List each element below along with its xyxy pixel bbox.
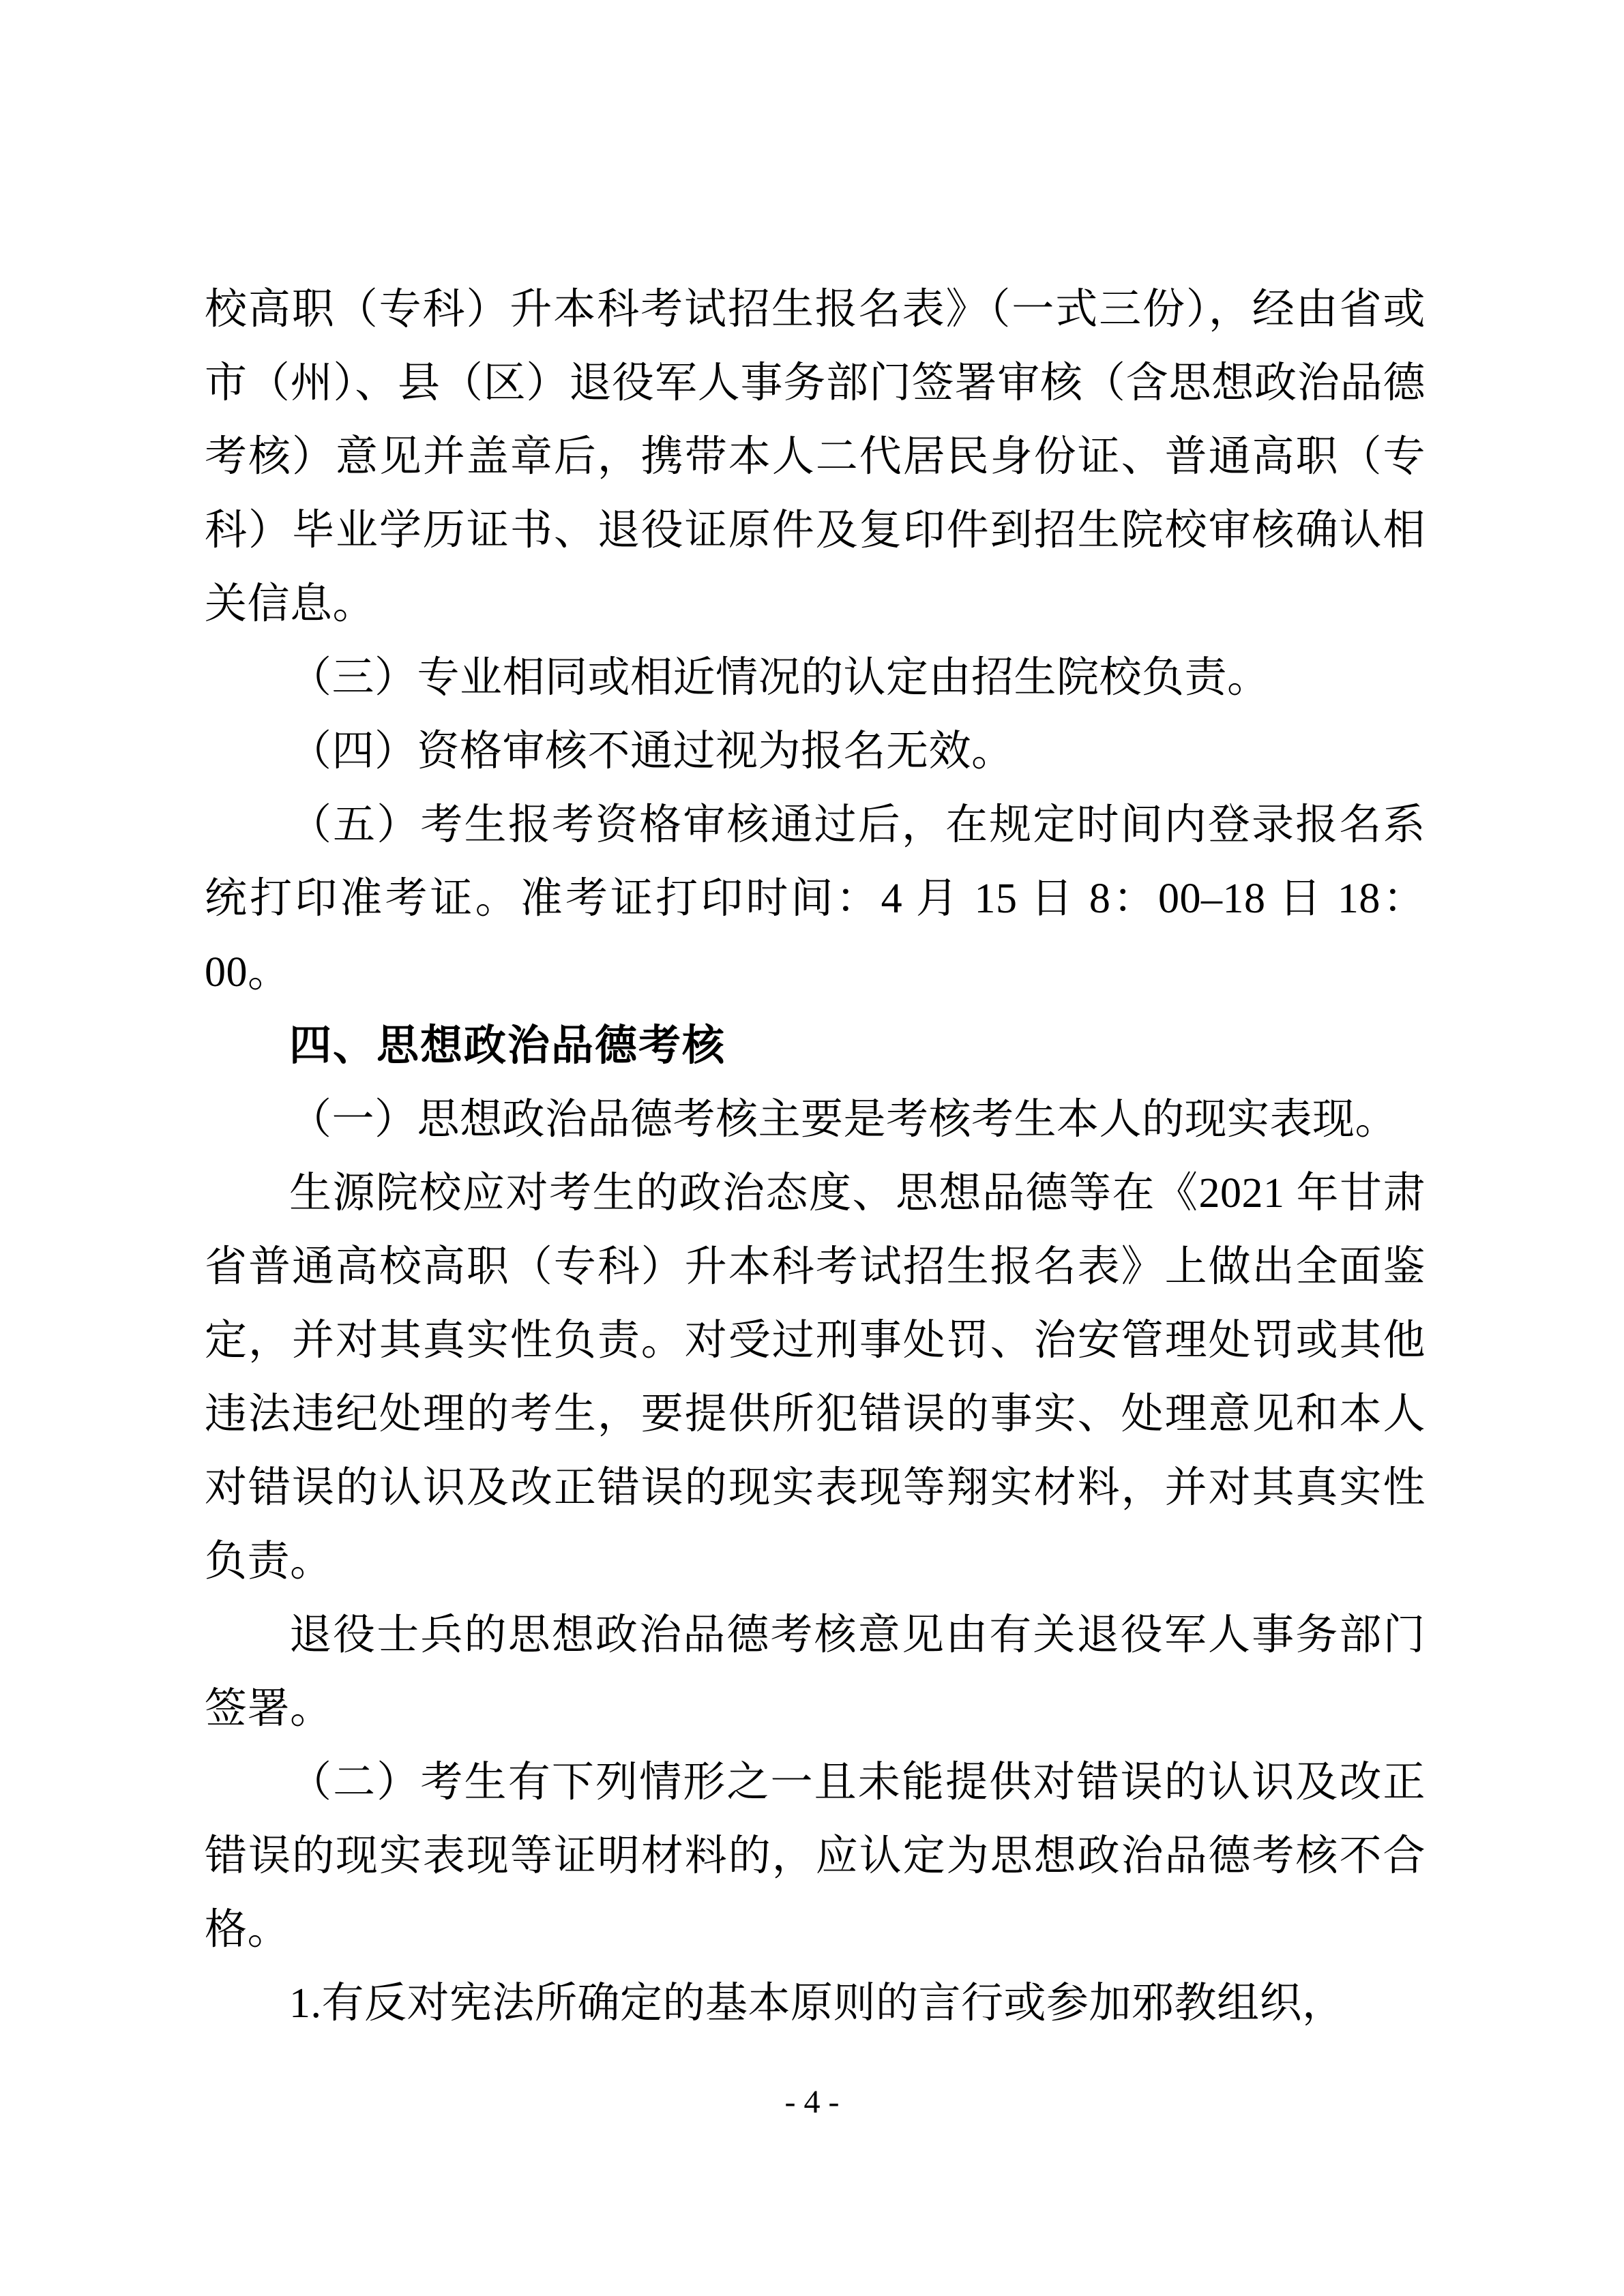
section-heading-block bbox=[205, 1009, 1426, 1083]
paragraph-text: 生源院校应对考生的政治态度、思想品德等在《2021 年甘肃省普通高校高职（专科）升本科考试招生报名表》上做出全面鉴定，并对其真实性负责。对受过刑事处罚、治安管理处罚或其他违法违纪处理的考生，要提供所犯错误的事实、处理意见和本人对错误的认识及改正错误的现实表现等翔实材料，并对其真实性负责。 bbox=[205, 1170, 1426, 1585]
paragraph-text: 校高职（专科）升本科考试招生报名表》（一式三份），经由省或市（州）、县（区）退役军人事务部门签署审核（含思想政治品德考核）意见并盖章后，携带本人二代居民身份证、普通高职（专科）毕业学历证书、退役证原件及复印件到招生院校审核确认相关信息。 bbox=[205, 286, 1426, 627]
section-heading: 四、思想政治品德考核 bbox=[289, 1022, 726, 1069]
paragraph-block-continuation bbox=[205, 273, 1426, 641]
paragraph-text: （三）专业相同或相近情况的认定由招生院校负责。 bbox=[289, 655, 1270, 701]
paragraph-text: （一）思想政治品德考核主要是考核考生本人的现实表现。 bbox=[289, 1097, 1398, 1143]
paragraph-text: 退役士兵的思想政治品德考核意见由有关退役军人事务部门签署。 bbox=[205, 1612, 1426, 1732]
paragraph-text: （五）考生报考资格审核通过后，在规定时间内登录报名系统打印准考证。准考证打印时间：4 月 15 日 8：00–18 日 18：00。 bbox=[205, 802, 1426, 996]
paragraph-block-sec4-item-one bbox=[205, 1083, 1426, 1157]
page-content bbox=[205, 273, 1426, 2040]
paragraph-block-sec4-school bbox=[205, 1157, 1426, 1598]
paragraph-block-sec4-item-two bbox=[205, 1746, 1426, 1967]
paragraph-text: （二）考生有下列情形之一且未能提供对错误的认识及改正错误的现实表现等证明材料的，应认定为思想政治品德考核不合格。 bbox=[205, 1759, 1426, 1953]
paragraph-block-item-three bbox=[205, 641, 1426, 715]
page-number: - 4 - bbox=[784, 2084, 840, 2120]
paragraph-block-item-four bbox=[205, 715, 1426, 788]
paragraph-block-sec4-veteran bbox=[205, 1598, 1426, 1746]
paragraph-block-sec4-list-1 bbox=[205, 1967, 1426, 2040]
paragraph-text: 1.有反对宪法所确定的基本原则的言行或参加邪教组织， bbox=[289, 1980, 1345, 2027]
paragraph-text: （四）资格审核不通过视为报名无效。 bbox=[289, 728, 1014, 775]
paragraph-block-item-five bbox=[205, 788, 1426, 1009]
